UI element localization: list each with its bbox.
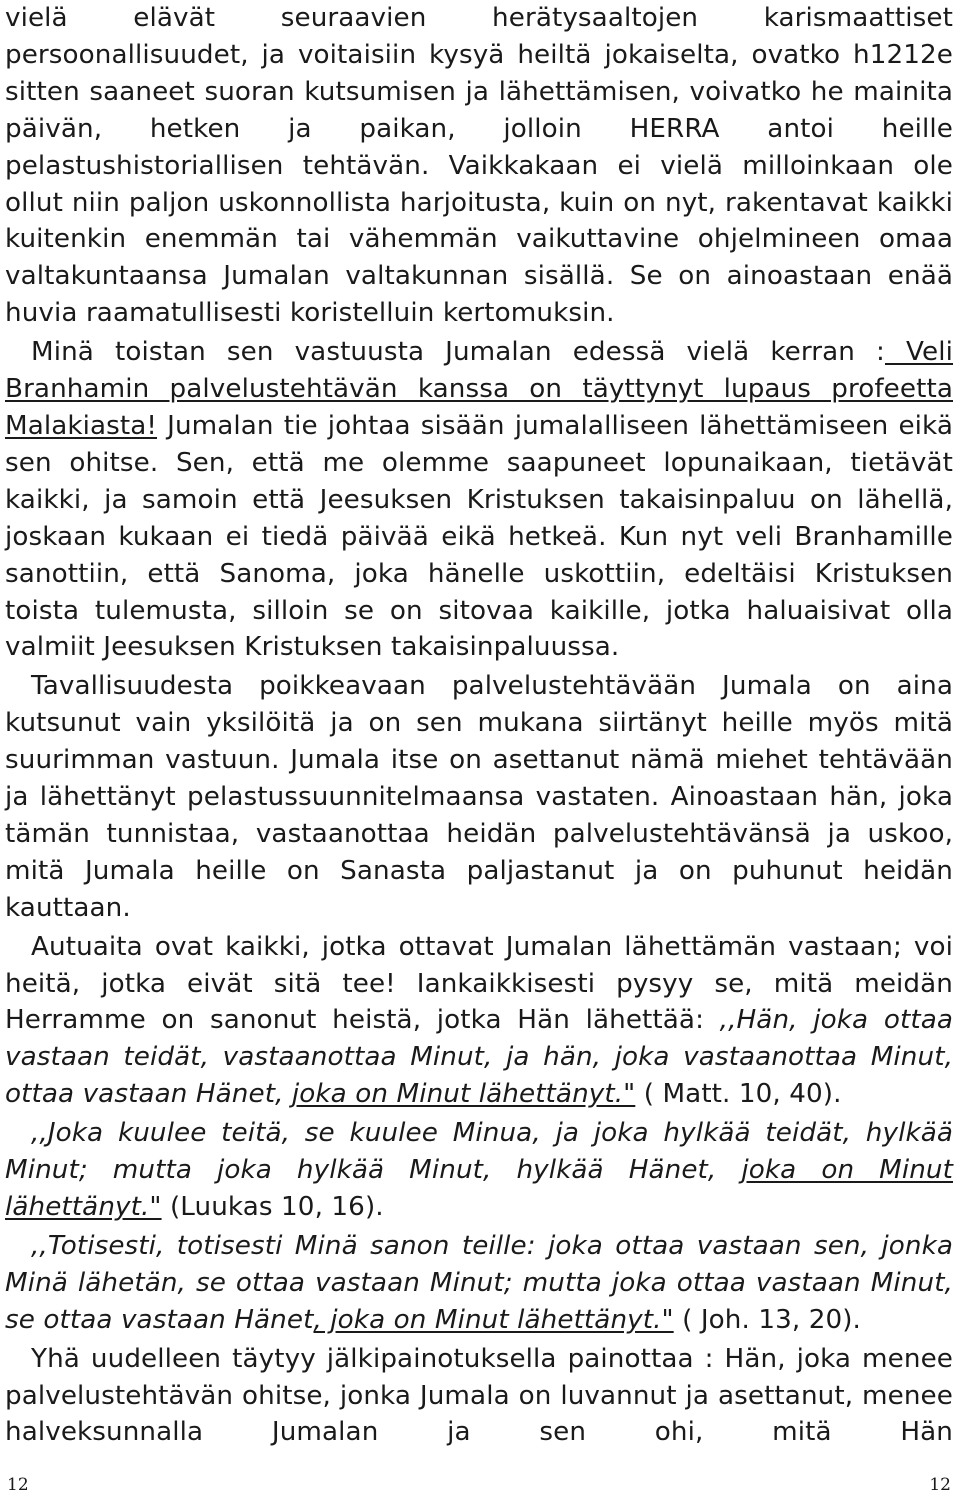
paragraph-2 (5, 334, 953, 666)
page-number-right: 12 (929, 1475, 951, 1495)
paragraph-1-text: vielä elävät seuraavien herätysaaltojen karismaattiset persoonallisuudet, ja voitaisiin kysyä heiltä jokaiselta, ovatko h1212e sitten saaneet suoran kutsumisen ja lähettämisen, voivatko he mainita päivän, hetken ja paikan, jolloin HERRA antoi heille pelastushistoriallisen tehtävän. Vaikkakaan ei vielä milloinkaan ole ollut niin paljon uskonnollista harjoitusta, kuin on nyt, rakentavat kaikki kuitenkin enemmän tai vähemmän vaikuttavine ohjelmineen omaa valtakuntaansa Jumalan valtakunnan sisällä. Se on ainoastaan enää huvia raamatullisesti koristelluin kertomuksin. (5, 3, 953, 329)
paragraph-6-quote: ,,Totisesti, totisesti Minä sanon teille: joka ottaa vastaan sen, jonka Minä lähetän, se ottaa vastaan Minut; mutta joka ottaa vastaan Minut, se ottaa vastaan Hänet (5, 1230, 953, 1335)
paragraph-4-quote: ,,Hän, joka ottaa vastaan teidät, vastaanottaa Minut, ja hän, joka vastaanottaa Minut, ottaa vastaan Hänet, (5, 1005, 953, 1110)
paragraph-3 (5, 668, 953, 926)
paragraph-4-text-a: Autuaita ovat kaikki, jotka ottavat Jumalan lähettämän vastaan; voi heitä, jotka eivät sitä tee! Iankaikkisesti pysyy se, mitä meidän Herramme on sanonut heistä, jotka Hän lähettää: (5, 931, 953, 1036)
paragraph-4-quote-underlined: joka on Minut lähettänyt." (291, 1079, 636, 1110)
paragraph-7-text: Yhä uudelleen täytyy jälkipainotuksella painottaa : Hän, joka menee palvelustehtävän ohitse, jonka Jumala on luvannut ja asettanut, menee halveksunnalla Jumalan ja sen ohi, mitä Hän (5, 1343, 953, 1448)
paragraph-4-reference: ( Matt. 10, 40). (635, 1079, 842, 1110)
paragraph-6-quote-underlined: , joka on Minut lähettänyt." (313, 1304, 674, 1335)
paragraph-1 (5, 0, 953, 332)
document-page (5, 0, 953, 1451)
paragraph-7 (5, 1341, 953, 1452)
paragraph-6 (5, 1228, 953, 1339)
paragraph-5-quote: ,,Joka kuulee teitä, se kuulee Minua, ja joka hylkää teidät, hylkää Minut; mutta joka hylkää Minut, hylkää Hänet, (5, 1118, 953, 1186)
page-number-left: 12 (7, 1475, 29, 1495)
paragraph-2-text-c: Jumalan tie johtaa sisään jumalalliseen lähettämiseen eikä sen ohitse. Sen, että me olemme saapuneet lopunaikaan, tietävät kaikki, ja samoin että Jeesuksen Kristuksen takaisinpaluu on lähellä, joskaan kukaan ei tiedä päivää eikä hetkeä. Kun nyt veli Branhamille sanottiin, että Sanoma, joka hänelle uskottiin, edeltäisi Kristuksen toista tulemusta, silloin se on sitovaa kaikille, jotka haluaisivat olla valmiit Jeesuksen Kristuksen takaisinpaluussa. (5, 410, 953, 663)
paragraph-2-underlined-statement: Veli Branhamin palvelustehtävän kanssa on täyttynyt lupaus profeetta Malakiasta! (5, 337, 953, 441)
paragraph-3-text: Tavallisuudesta poikkeavaan palvelustehtävään Jumala on aina kutsunut vain yksilöitä ja on sen mukana siirtänyt heille myös mitä suurimman vastuun. Jumala itse on asettanut nämä miehet tehtävään ja lähettänyt pelastussuunnitelmaansa vastaten. Ainoastaan hän, joka tämän tunnistaa, vastaanottaa heidän palvelustehtävänsä ja uskoo, mitä Jumala heille on Sanasta paljastanut ja on puhunut heidän kauttaan. (5, 671, 953, 923)
paragraph-4 (5, 929, 953, 1114)
paragraph-5 (5, 1115, 953, 1226)
paragraph-2-text-a: Minä toistan sen vastuusta Jumalan edessä vielä kerran : (31, 337, 885, 368)
page-footer (0, 1474, 960, 1498)
paragraph-5-reference: (Luukas 10, 16). (161, 1192, 384, 1222)
paragraph-6-reference: ( Joh. 13, 20). (673, 1304, 861, 1335)
paragraph-5-quote-underlined: joka on Minut lähettänyt." (5, 1155, 953, 1222)
